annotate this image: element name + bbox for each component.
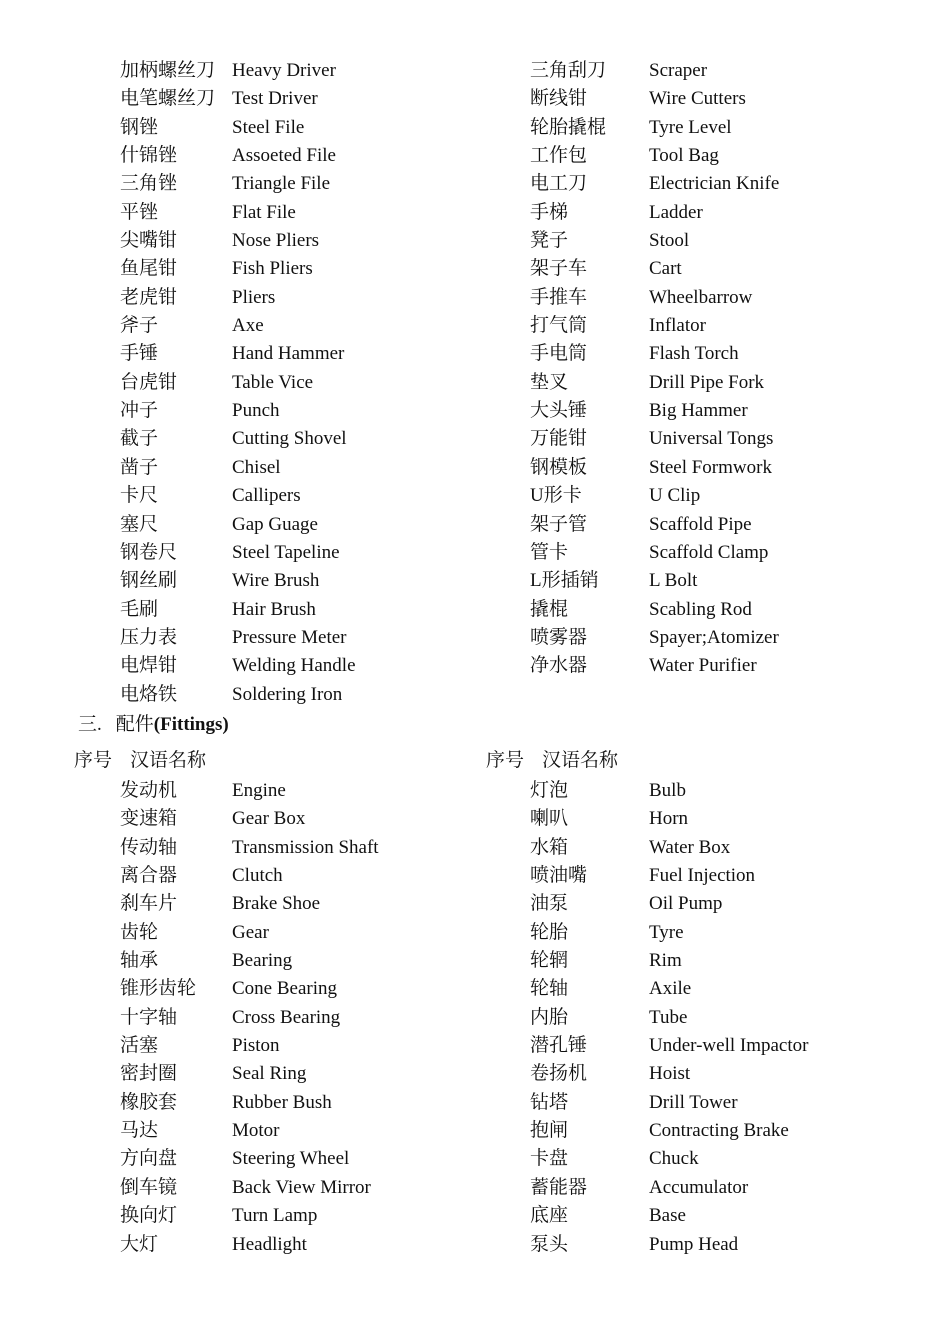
term-english: Electrician Knife <box>649 173 780 195</box>
term-english: Scabling Rod <box>649 598 752 620</box>
term-english: Cross Bearing <box>232 1006 341 1028</box>
term-english: Fish Pliers <box>232 258 313 280</box>
term-chinese: 喷雾器 <box>530 626 588 648</box>
term-chinese: 台虎钳 <box>120 371 178 393</box>
term-english: Cart <box>649 258 682 280</box>
term-english: U Clip <box>649 485 701 507</box>
term-english: Tyre <box>649 921 684 943</box>
term-chinese: 电烙铁 <box>120 683 178 705</box>
term-chinese: 手锤 <box>120 343 159 365</box>
term-chinese: 轴承 <box>120 950 159 972</box>
term-english: Turn Lamp <box>232 1205 318 1227</box>
term-chinese: 万能钳 <box>530 428 588 450</box>
term-english: Brake Shoe <box>232 893 321 915</box>
term-english: Chisel <box>232 456 281 478</box>
term-english: Horn <box>649 808 689 830</box>
term-english: Transmission Shaft <box>232 836 379 858</box>
term-english: Punch <box>232 400 280 422</box>
term-chinese: 传动轴 <box>120 836 178 858</box>
term-english: Headlight <box>232 1233 307 1255</box>
term-chinese: 手推车 <box>530 286 588 308</box>
term-chinese: 毛刷 <box>120 598 159 620</box>
column-header-seq: 序号 <box>486 750 525 771</box>
term-chinese: 卡盘 <box>530 1148 569 1170</box>
column-header-left <box>74 747 206 775</box>
term-chinese: 架子车 <box>530 258 588 280</box>
term-chinese: U形卡 <box>530 485 582 507</box>
term-english: Hair Brush <box>232 598 316 620</box>
term-english: Cone Bearing <box>232 978 338 1000</box>
term-chinese: 鱼尾钳 <box>120 258 178 280</box>
term-english: Assoeted File <box>232 145 336 167</box>
term-english: Base <box>649 1205 686 1227</box>
term-chinese: 架子管 <box>530 513 588 535</box>
term-chinese: 潜孔锤 <box>530 1035 588 1057</box>
term-english: Stool <box>649 230 690 252</box>
term-english: Inflator <box>649 315 706 337</box>
term-english: Soldering Iron <box>232 683 343 705</box>
term-chinese: 离合器 <box>120 865 178 887</box>
term-english: Wheelbarrow <box>649 286 753 308</box>
term-english: Under-well Impactor <box>649 1035 809 1057</box>
term-chinese: 电工刀 <box>530 173 588 195</box>
term-english: Tube <box>649 1006 688 1028</box>
column-header-name: 汉语名称 <box>542 750 619 771</box>
term-chinese: 塞尺 <box>120 513 159 535</box>
term-chinese: 换向灯 <box>120 1205 178 1227</box>
term-chinese: 平锉 <box>120 201 159 223</box>
term-chinese: 喇叭 <box>530 808 569 830</box>
term-chinese: 工作包 <box>530 145 588 167</box>
term-chinese: 马达 <box>120 1120 159 1142</box>
term-chinese: 发动机 <box>120 780 178 801</box>
term-chinese: 截子 <box>120 428 159 450</box>
column-header-name: 汉语名称 <box>130 750 207 771</box>
term-chinese: 钢锉 <box>120 116 159 138</box>
term-chinese: 手梯 <box>530 201 569 223</box>
term-english: Flat File <box>232 201 296 223</box>
term-english: Bearing <box>232 950 293 972</box>
term-english: Test Driver <box>232 88 318 110</box>
term-english: Welding Handle <box>232 655 356 677</box>
section-title-en: (Fittings) <box>153 714 229 735</box>
term-chinese: 油泵 <box>530 893 569 915</box>
term-english: Pressure Meter <box>232 626 347 648</box>
term-english: Gear Box <box>232 808 306 830</box>
term-english: Steering Wheel <box>232 1148 350 1170</box>
term-chinese: 大灯 <box>120 1233 159 1255</box>
term-english: Hoist <box>649 1063 691 1085</box>
term-english: Gap Guage <box>232 513 318 535</box>
term-chinese: 卷扬机 <box>530 1063 588 1085</box>
term-english: Ladder <box>649 201 703 223</box>
term-chinese: 轮胎 <box>530 921 569 943</box>
term-english: Piston <box>232 1035 280 1057</box>
term-chinese: 泵头 <box>530 1233 569 1255</box>
term-chinese: 灯泡 <box>530 780 569 801</box>
column-header-right <box>486 747 618 775</box>
term-english: Big Hammer <box>649 400 748 422</box>
term-english: Steel Tapeline <box>232 541 340 563</box>
term-chinese: 轮辋 <box>530 950 569 972</box>
term-english: Water Box <box>649 836 731 858</box>
term-english: Callipers <box>232 485 301 507</box>
term-chinese: 老虎钳 <box>120 286 178 308</box>
term-english: Back View Mirror <box>232 1176 371 1198</box>
term-chinese: 钻塔 <box>530 1091 569 1113</box>
term-chinese: 齿轮 <box>120 921 159 943</box>
term-chinese: 三角刮刀 <box>530 60 607 81</box>
term-english: Tyre Level <box>649 116 732 138</box>
term-chinese: L形插销 <box>530 570 599 592</box>
term-english: Flash Torch <box>649 343 739 365</box>
term-english: Wire Cutters <box>649 88 746 110</box>
term-english: Scraper <box>649 60 708 81</box>
term-english: Chuck <box>649 1148 699 1170</box>
term-chinese: 冲子 <box>120 400 159 422</box>
term-english: Triangle File <box>232 173 330 195</box>
term-chinese: 活塞 <box>120 1035 159 1057</box>
term-chinese: 三角锉 <box>120 173 178 195</box>
section-title-zh: 配件 <box>115 714 154 735</box>
section-number: 三. <box>78 714 102 735</box>
term-english: Fuel Injection <box>649 865 756 887</box>
term-chinese: 撬棍 <box>530 598 569 620</box>
term-chinese: 什锦锉 <box>120 145 178 167</box>
term-chinese: 十字轴 <box>120 1006 178 1028</box>
term-chinese: 刹车片 <box>120 893 178 915</box>
term-chinese: 大头锤 <box>530 400 588 422</box>
term-chinese: 压力表 <box>120 626 178 648</box>
term-chinese: 内胎 <box>530 1006 569 1028</box>
term-chinese: 锥形齿轮 <box>120 978 197 1000</box>
term-english: Contracting Brake <box>649 1120 789 1142</box>
term-english: Table Vice <box>232 371 314 393</box>
term-english: Universal Tongs <box>649 428 774 450</box>
term-chinese: 方向盘 <box>120 1148 178 1170</box>
term-english: Gear <box>232 921 269 943</box>
term-chinese: 净水器 <box>530 655 588 677</box>
term-chinese: 底座 <box>530 1205 569 1227</box>
term-english: Scaffold Clamp <box>649 541 769 563</box>
term-chinese: 电焊钳 <box>120 655 178 677</box>
term-english: Cutting Shovel <box>232 428 347 450</box>
term-chinese: 凳子 <box>530 230 569 252</box>
term-english: Nose Pliers <box>232 230 320 252</box>
term-english: Pliers <box>232 286 276 308</box>
term-english: Spayer;Atomizer <box>649 626 779 648</box>
term-english: Accumulator <box>649 1176 749 1198</box>
term-english: Wire Brush <box>232 570 320 592</box>
term-chinese: 密封圈 <box>120 1063 178 1085</box>
term-english: Rubber Bush <box>232 1091 332 1113</box>
term-chinese: 钢模板 <box>530 456 588 478</box>
term-chinese: 喷油嘴 <box>530 865 588 887</box>
term-chinese: 卡尺 <box>120 485 159 507</box>
term-english: Scaffold Pipe <box>649 513 752 535</box>
term-chinese: 抱闸 <box>530 1120 569 1142</box>
term-english: Rim <box>649 950 682 972</box>
term-chinese: 轮胎撬棍 <box>530 116 607 138</box>
term-english: Bulb <box>649 780 686 801</box>
term-chinese: 加柄螺丝刀 <box>120 60 216 81</box>
section-heading-fittings <box>78 711 229 739</box>
term-english: Heavy Driver <box>232 60 336 81</box>
term-chinese: 电笔螺丝刀 <box>120 88 216 110</box>
term-chinese: 斧子 <box>120 315 159 337</box>
term-english: L Bolt <box>649 570 698 592</box>
term-chinese: 倒车镜 <box>120 1176 178 1198</box>
term-english: Axile <box>649 978 692 1000</box>
term-chinese: 断线钳 <box>530 88 588 110</box>
term-english: Axe <box>232 315 264 337</box>
term-english: Hand Hammer <box>232 343 345 365</box>
term-english: Seal Ring <box>232 1063 307 1085</box>
term-english: Drill Tower <box>649 1091 738 1113</box>
term-chinese: 变速箱 <box>120 808 178 830</box>
term-english: Water Purifier <box>649 655 757 677</box>
term-english: Steel File <box>232 116 305 138</box>
term-english: Steel Formwork <box>649 456 772 478</box>
term-english: Clutch <box>232 865 283 887</box>
term-english: Oil Pump <box>649 893 723 915</box>
term-chinese: 打气筒 <box>530 315 588 337</box>
term-chinese: 钢卷尺 <box>120 541 178 563</box>
term-chinese: 蓄能器 <box>530 1176 588 1198</box>
term-english: Tool Bag <box>649 145 719 167</box>
term-english: Drill Pipe Fork <box>649 371 765 393</box>
term-chinese: 橡胶套 <box>120 1091 178 1113</box>
term-chinese: 管卡 <box>530 541 569 563</box>
term-chinese: 钢丝刷 <box>120 570 178 592</box>
term-chinese: 尖嘴钳 <box>120 230 178 252</box>
term-english: Engine <box>232 780 286 801</box>
term-english: Pump Head <box>649 1233 739 1255</box>
term-chinese: 水箱 <box>530 836 569 858</box>
term-chinese: 手电筒 <box>530 343 588 365</box>
column-header-seq: 序号 <box>74 750 113 771</box>
term-chinese: 垫叉 <box>530 371 569 393</box>
term-english: Motor <box>232 1120 280 1142</box>
term-chinese: 轮轴 <box>530 978 569 1000</box>
term-chinese: 凿子 <box>120 456 159 478</box>
